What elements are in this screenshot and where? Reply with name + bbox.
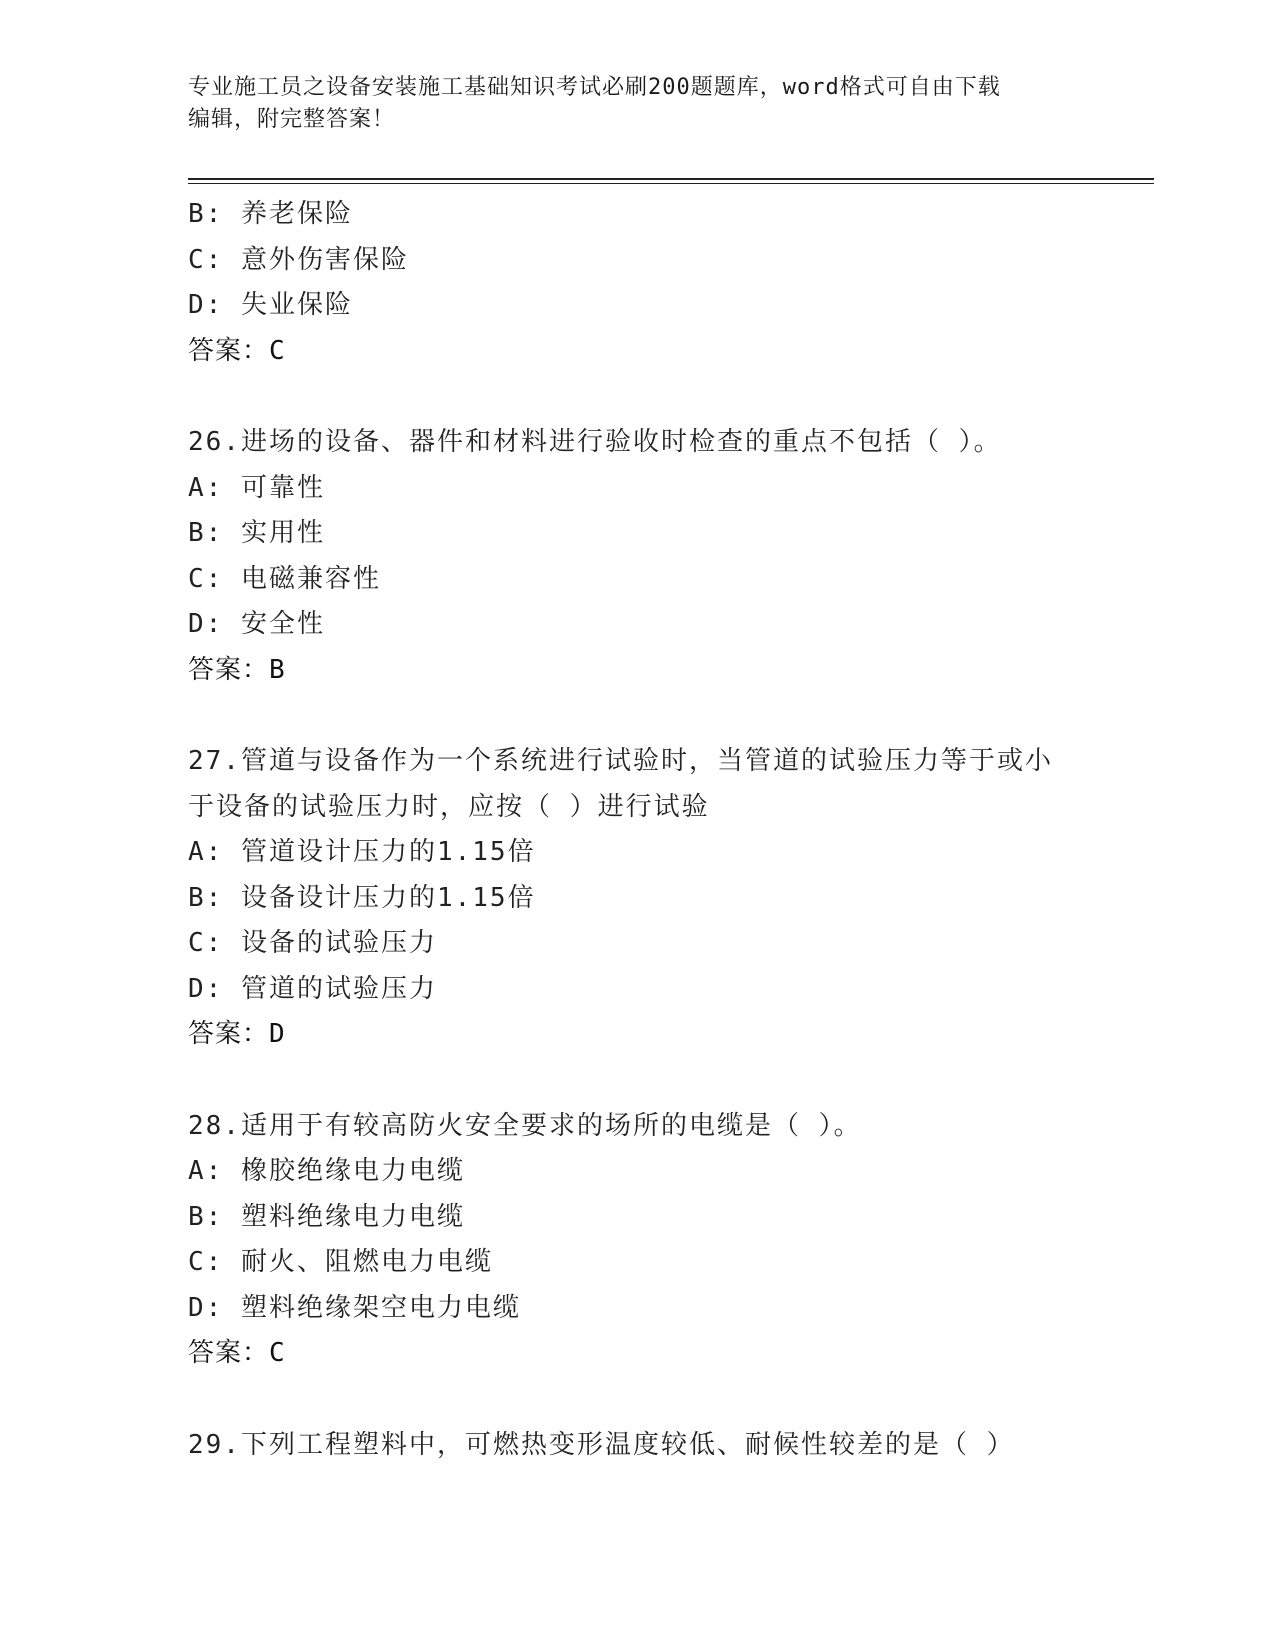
option-a: A: 可靠性 [188, 472, 325, 503]
option-c: C: 电磁兼容性 [188, 563, 381, 594]
question-27 [188, 739, 1088, 1058]
option-d: D: 管道的试验压力 [188, 973, 437, 1004]
option-b: B: 实用性 [188, 518, 325, 548]
option-b: B: 塑料绝缘电力电缆 [188, 1201, 465, 1232]
spacer [188, 374, 1088, 420]
question-25-tail [188, 192, 1088, 374]
answer-line [188, 329, 1088, 375]
question-stem: 28.适用于有较高防火安全要求的场所的电缆是（ ）。 [188, 1110, 862, 1141]
answer-label: 答案： [188, 654, 270, 685]
question-stem: 29.下列工程塑料中，可燃热变形温度较低、耐候性较差的是（ ） [188, 1429, 1015, 1460]
question-list [188, 192, 1088, 1468]
option-b: B: 设备设计压力的1.15倍 [188, 882, 536, 913]
answer-value: B [269, 654, 286, 685]
answer-label: 答案： [188, 335, 270, 366]
option-d: D: 安全性 [188, 609, 325, 639]
option-c: C: 意外伤害保险 [188, 244, 409, 275]
option-d: D: 失业保险 [188, 290, 353, 320]
question-stem: 26.进场的设备、器件和材料进行验收时检查的重点不包括（ ）。 [188, 427, 1002, 457]
spacer [188, 1058, 1088, 1104]
answer-line [188, 1012, 1088, 1058]
question-28 [188, 1104, 1088, 1377]
spacer [188, 693, 1088, 739]
spacer [188, 1377, 1088, 1423]
option-a: A: 管道设计压力的1.15倍 [188, 837, 536, 867]
answer-label: 答案： [188, 1338, 270, 1368]
header-title-line-2: 编辑，附完整答案！ [188, 107, 396, 132]
option-c: C: 耐火、阻燃电力电缆 [188, 1247, 493, 1277]
question-stem-line-1: 27.管道与设备作为一个系统进行试验时，当管道的试验压力等于或小 [188, 746, 1053, 776]
question-26 [188, 420, 1088, 693]
question-stem-line-2: 于设备的试验压力时，应按（ ）进行试验 [188, 791, 710, 822]
option-d: D: 塑料绝缘架空电力电缆 [188, 1292, 521, 1323]
option-c: C: 设备的试验压力 [188, 928, 437, 958]
option-b: B: 养老保险 [188, 199, 353, 229]
answer-value: C [269, 1338, 286, 1368]
document-header [188, 72, 1068, 136]
answer-line [188, 648, 1088, 694]
header-title-line-1: 专业施工员之设备安装施工基础知识考试必刷200题题库，word格式可自由下载 [188, 75, 1001, 100]
answer-value: D [269, 1019, 286, 1049]
answer-line [188, 1331, 1088, 1377]
answer-label: 答案： [188, 1019, 270, 1049]
header-divider [188, 178, 1154, 184]
question-29 [188, 1423, 1088, 1469]
option-a: A: 橡胶绝缘电力电缆 [188, 1156, 465, 1186]
answer-value: C [269, 335, 286, 366]
